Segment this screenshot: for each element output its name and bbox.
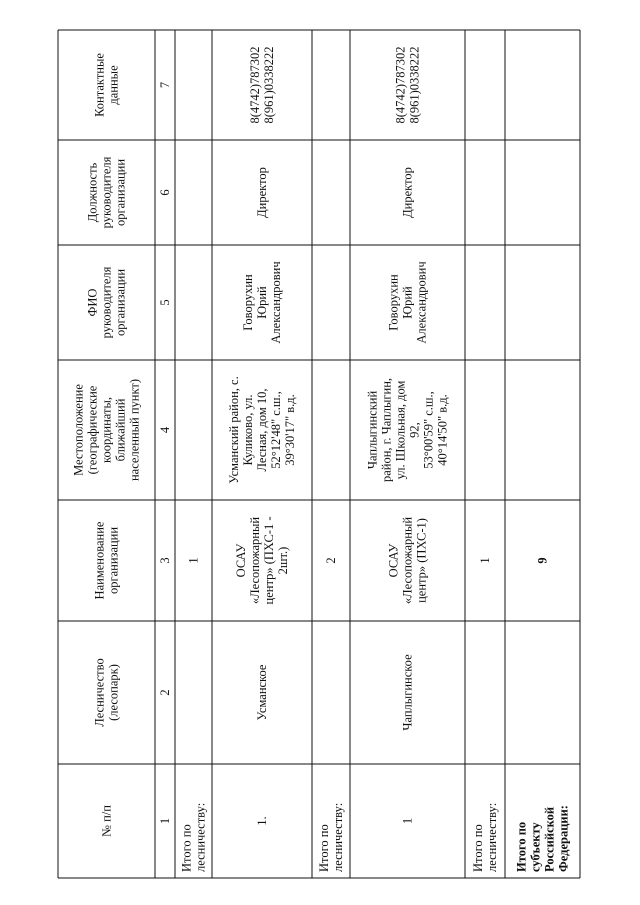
- header-location-line: ближайший: [113, 398, 128, 462]
- subtotal-label-line: Итого по: [471, 824, 485, 872]
- row2-org-line: ОСАУ: [386, 543, 401, 578]
- grand-total-label: [515, 805, 571, 872]
- header-fio-line: руководителя: [99, 266, 114, 339]
- index-cell-3-line: 3: [158, 557, 172, 564]
- row1-position-line: Директор: [255, 167, 269, 218]
- subtotal-label-line: лесничеству:: [193, 802, 208, 872]
- index-cell-2: [158, 689, 172, 695]
- subtotal-label: [471, 803, 499, 872]
- row1-location-line: Лесная, дом 10,: [255, 388, 269, 472]
- row1-org-line: ОСАУ: [234, 543, 248, 578]
- header-contacts-line: Контактные: [92, 53, 107, 117]
- index-cell-5: [158, 299, 172, 305]
- row2-location-line: 53°00'59" с.ш.,: [421, 391, 436, 469]
- subtotal-label-line: Итого по: [317, 824, 331, 872]
- header-location: [72, 379, 142, 481]
- row2-fio-line: Александрович: [414, 261, 429, 344]
- row1-fio-line: Юрий: [255, 286, 269, 319]
- grand-total-org: [536, 557, 550, 563]
- subtotal-label-line: лесничеству:: [485, 802, 499, 872]
- subtotal-label-line: лесничеству:: [331, 802, 345, 872]
- row1-forestry: [255, 664, 269, 720]
- row1-contacts-line: 8(961)0338222: [262, 46, 276, 124]
- row2-num: [401, 818, 415, 824]
- header-position: [86, 156, 128, 228]
- grand-total-label-line: Итого по: [514, 821, 529, 872]
- row2-fio-line: Говорухин: [386, 274, 401, 331]
- subtotal-org: [187, 557, 201, 563]
- row1-contacts-line: 8(4742)787302: [248, 46, 262, 124]
- row2-location-line: 40°14'50" в.д.: [435, 394, 450, 466]
- subtotal-org-line: 1: [186, 557, 201, 564]
- header-org-line: Наименование: [92, 521, 107, 600]
- subtotal-label-line: Итого по: [179, 824, 194, 872]
- row1-location: [227, 376, 297, 483]
- row2-org: [387, 517, 429, 604]
- grand-total-org-line: 9: [535, 557, 550, 564]
- row1-location-line: 39°30'17" в.д.: [283, 394, 297, 466]
- row2-forestry-line: Чаплыгинское: [400, 654, 415, 731]
- row2-position: [401, 167, 415, 218]
- subtotal-org-line: 2: [324, 557, 338, 564]
- subtotal-label: [317, 803, 345, 872]
- header-num-line: № п/п: [99, 805, 114, 837]
- row1-num: [255, 816, 269, 825]
- row1-org: [234, 517, 290, 605]
- index-cell-4-line: 4: [158, 426, 172, 434]
- row2-org-line: «Лесопожарный: [400, 516, 415, 605]
- header-contacts: [93, 53, 121, 117]
- row1-location-line: Куликово, ул.: [241, 394, 255, 466]
- grand-total-label-line: Российской: [542, 806, 557, 872]
- index-cell-6: [158, 189, 172, 195]
- subtotal-label: [180, 803, 208, 872]
- grand-total-label-line: субъекту: [528, 822, 543, 872]
- row2-location: [366, 378, 450, 482]
- index-cell-3: [158, 557, 172, 563]
- header-position-line: руководителя: [99, 156, 114, 229]
- row1-location-line: Усманский район, с.: [227, 376, 241, 484]
- header-location-line: Местоположение: [71, 384, 86, 476]
- header-org-line: организации: [106, 526, 121, 595]
- row2-position-line: Директор: [400, 167, 415, 218]
- header-forestry-line: Лесничество: [92, 658, 107, 727]
- row2-contacts-line: 8(4742)787302: [393, 46, 408, 124]
- index-cell-4: [158, 426, 172, 433]
- row2-forestry: [401, 654, 415, 731]
- subtotal-org: [478, 557, 492, 563]
- grand-total-label-line: Федерации:: [556, 805, 571, 872]
- index-cell-2-line: 2: [158, 689, 172, 696]
- index-cell-6-line: 6: [158, 189, 172, 196]
- row2-org-line: центр» (ПХС-1): [414, 518, 429, 603]
- index-cell-7: [158, 82, 172, 88]
- row1-position: [255, 167, 269, 218]
- header-fio-line: ФИО: [85, 288, 100, 317]
- row1-num-line: 1.: [255, 816, 269, 826]
- index-cell-1-line: 1: [158, 817, 172, 825]
- header-location-line: (географические: [85, 385, 100, 475]
- table-cells: [72, 46, 571, 872]
- row1-fio-line: Александрович: [269, 261, 283, 344]
- row2-contacts-line: 8(961)0338222: [407, 46, 422, 124]
- row1-location-line: 52°12'48" с.ш.,: [269, 391, 283, 469]
- header-location-line: координаты,: [99, 397, 114, 463]
- row2-location-line: район, г. Чаплыгин,: [379, 377, 394, 483]
- index-cell-7-line: 7: [158, 81, 172, 89]
- row2-fio-line: Юрий: [400, 286, 415, 319]
- header-org: [93, 521, 121, 599]
- row1-contacts: [248, 46, 276, 123]
- row2-num-line: 1: [400, 817, 415, 825]
- header-position-line: Должность: [85, 162, 100, 223]
- index-cell-5-line: 5: [158, 299, 172, 306]
- row1-org-line: центр» (ПХС-1 -: [262, 516, 276, 605]
- header-forestry-line: (лесопарк): [106, 664, 121, 721]
- header-contacts-line: данные: [106, 65, 121, 105]
- header-fio: [86, 266, 128, 338]
- row1-fio: [241, 261, 283, 343]
- header-location-line: населенный пункт): [127, 378, 142, 482]
- header-fio-line: организации: [113, 268, 128, 337]
- header-forestry: [93, 658, 121, 726]
- subtotal-org-line: 1: [478, 557, 492, 564]
- row2-contacts: [394, 46, 422, 123]
- row2-location-line: 92,: [407, 422, 422, 438]
- row1-org-line: «Лесопожарный: [248, 516, 262, 605]
- row2-location-line: Чаплыгинский: [365, 390, 380, 470]
- index-cell-1: [158, 818, 172, 824]
- row2-fio: [387, 261, 429, 343]
- row2-location-line: ул. Школьная, дом: [393, 380, 408, 480]
- row1-org-line: 2шт.): [276, 546, 290, 575]
- row1-fio-line: Говорухин: [241, 274, 255, 331]
- row1-forestry-line: Усманское: [255, 664, 269, 721]
- header-position-line: организации: [113, 158, 128, 227]
- header-num: [100, 805, 114, 837]
- subtotal-org: [324, 557, 338, 563]
